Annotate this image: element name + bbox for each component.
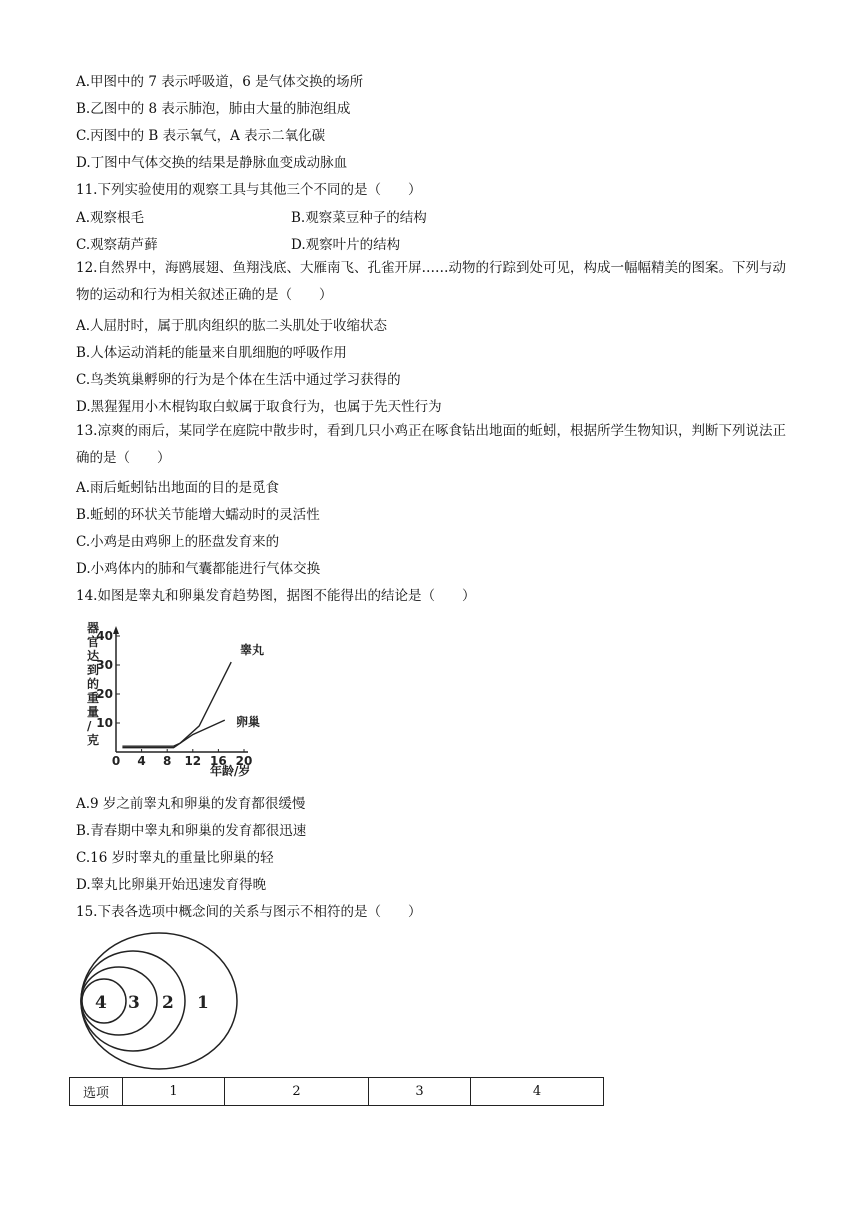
circle-3 (81, 967, 157, 1035)
option-14b: B.青春期中睾丸和卵巢的发育都很迅速 (76, 823, 307, 839)
y-tick-label: 30 (96, 658, 113, 672)
option-12b: B.人体运动消耗的能量来自肌细胞的呼吸作用 (76, 345, 347, 361)
y-axis-arrow (113, 626, 119, 634)
x-tick-label: 8 (163, 754, 172, 768)
option-10a: A.甲图中的 7 表示呼吸道，6 是气体交换的场所 (76, 74, 364, 90)
option-11c: C.观察葫芦藓 (76, 237, 158, 253)
option-11d: D.观察叶片的结构 (291, 237, 401, 253)
x-tick-label: 20 (235, 754, 253, 768)
x-axis-label: 年龄/岁 (210, 764, 251, 778)
x-tick-label: 12 (184, 754, 202, 768)
option-13c: C.小鸡是由鸡卵上的胚盘发育来的 (76, 534, 280, 550)
options-table (69, 1077, 604, 1106)
option-13b: B.蚯蚓的环状关节能增大蠕动时的灵活性 (76, 507, 320, 523)
question-11: 11.下列实验使用的观察工具与其他三个不同的是（ ） (76, 182, 422, 198)
option-13d: D.小鸡体内的肺和气囊都能进行气体交换 (76, 561, 321, 577)
option-11b: B.观察菜豆种子的结构 (291, 210, 427, 226)
testis-label: 睾丸 (240, 643, 265, 657)
testis-line (122, 662, 231, 746)
table-cell-2: 2 (225, 1078, 369, 1106)
option-13a: A.雨后蚯蚓钻出地面的目的是觅食 (76, 480, 280, 496)
circle-label-3: 3 (128, 993, 140, 1013)
question-13: 13.凉爽的雨后，某同学在庭院中散步时，看到几只小鸡正在啄食钻出地面的蚯蚓，根据所学生物知识，判断下列说法正确的是（ ） (76, 423, 786, 466)
question-12: 12.自然界中，海鸥展翅、鱼翔浅底、大雁南飞、孔雀开屏……动物的行踪到处可见，构成一幅幅精美的图案。下列与动物的运动和行为相关叙述正确的是（ ） (76, 260, 786, 303)
circle-label-2: 2 (162, 993, 174, 1013)
ovary-label: 卵巢 (236, 715, 261, 729)
option-12a: A.人屈肘时，属于肌肉组织的肱二头肌处于收缩状态 (76, 318, 388, 334)
option-10d: D.丁图中气体交换的结果是静脉血变成动脉血 (76, 155, 348, 171)
option-10c: C.丙图中的 B 表示氧气，A 表示二氧化碳 (76, 128, 326, 144)
nested-concept-diagram (77, 928, 239, 1070)
x-tick-label: 4 (137, 754, 146, 768)
option-14d: D.睾丸比卵巢开始迅速发育得晚 (76, 877, 267, 893)
y-tick-label: 40 (96, 629, 113, 643)
option-12d: D.黑猩猩用小木棍钩取白蚁属于取食行为，也属于先天性行为 (76, 399, 442, 415)
option-11a: A.观察根毛 (76, 210, 145, 226)
x-tick-label: 0 (111, 754, 121, 768)
table-row (70, 1078, 604, 1106)
circle-label-1: 1 (197, 993, 209, 1013)
y-tick-label: 20 (96, 687, 113, 701)
y-axis-label: 器官达到的重量/克 (87, 621, 100, 747)
table-cell-4: 4 (471, 1078, 604, 1106)
ovary-line (122, 720, 224, 748)
table-cell-1: 1 (123, 1078, 225, 1106)
option-14c: C.16 岁时睾丸的重量比卵巢的轻 (76, 850, 274, 866)
question-14: 14.如图是睾丸和卵巢发育趋势图，据图不能得出的结论是（ ） (76, 588, 476, 604)
option-12c: C.鸟类筑巢孵卵的行为是个体在生活中通过学习获得的 (76, 372, 401, 388)
question-15: 15.下表各选项中概念间的关系与图示不相符的是（ ） (76, 904, 422, 920)
option-14a: A.9 岁之前睾丸和卵巢的发育都很缓慢 (76, 796, 306, 812)
option-10b: B.乙图中的 8 表示肺泡，肺由大量的肺泡组成 (76, 101, 351, 117)
table-cell-header: 选项 (70, 1078, 123, 1106)
x-tick-label: 16 (210, 754, 227, 768)
table-cell-3: 3 (369, 1078, 471, 1106)
y-tick-label: 10 (96, 716, 113, 730)
organ-development-chart (76, 612, 281, 782)
circle-label-4: 4 (95, 993, 107, 1013)
